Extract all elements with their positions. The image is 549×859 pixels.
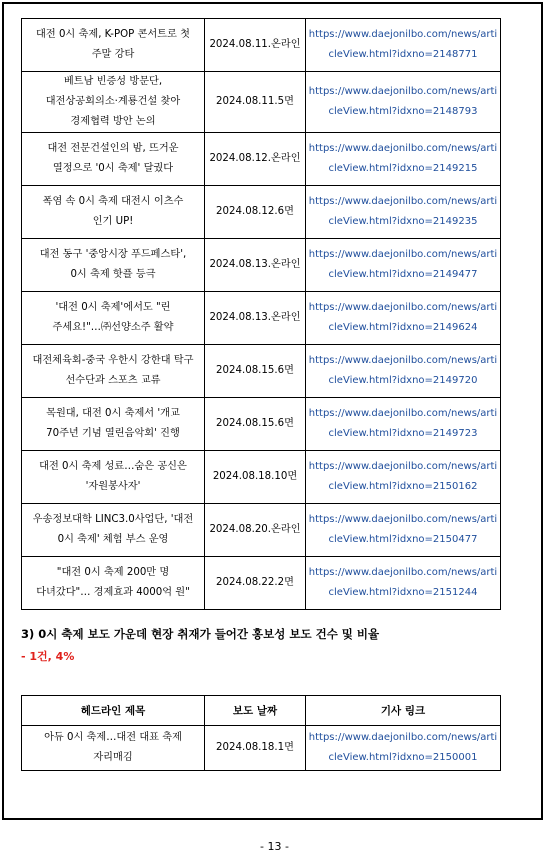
date-cell: 2024.08.22.2면 — [205, 557, 306, 610]
link-line[interactable]: cleView.html?idxno=2150001 — [328, 752, 478, 763]
table-row — [22, 557, 501, 610]
headline-cell — [22, 451, 205, 504]
article-link[interactable] — [306, 726, 501, 771]
headline-line: 열정으로 '0시 축제' 달궜다 — [52, 163, 174, 174]
table-row — [22, 72, 501, 133]
header-date: 보도 날짜 — [205, 696, 306, 726]
headline-line: 우송정보대학 LINC3.0사업단, '대전 — [32, 514, 194, 525]
link-line[interactable]: cleView.html?idxno=2150477 — [328, 534, 478, 545]
headline-line: 인기 UP! — [92, 216, 134, 227]
page-number: - 13 - — [260, 840, 289, 853]
headline-cell — [22, 186, 205, 239]
date-cell: 2024.08.12.6면 — [205, 186, 306, 239]
table-row — [22, 292, 501, 345]
table-row — [22, 504, 501, 557]
link-line[interactable]: cleView.html?idxno=2150162 — [328, 481, 478, 492]
headline-cell — [22, 345, 205, 398]
table-row — [22, 398, 501, 451]
link-line[interactable]: cleView.html?idxno=2149723 — [328, 428, 478, 439]
article-link[interactable] — [306, 504, 501, 557]
headline-line: 대전체육회-중국 우한시 강한대 탁구 — [32, 355, 194, 366]
link-line[interactable]: https://www.daejonilbo.com/news/arti — [308, 732, 498, 743]
date-cell: 2024.08.18.10면 — [205, 451, 306, 504]
headline-cell — [22, 398, 205, 451]
table-row — [22, 726, 501, 771]
headline-cell — [22, 239, 205, 292]
headline-line: "대전 0시 축제 200만 명 — [56, 567, 170, 578]
date-cell: 2024.08.20.온라인 — [205, 504, 306, 557]
link-line[interactable]: https://www.daejonilbo.com/news/arti — [308, 29, 498, 40]
headline-line: 대전 0시 축제 성료…숨은 공신은 — [39, 461, 187, 472]
headline-line: 목원대, 대전 0시 축제서 '개교 — [46, 408, 180, 419]
headline-line: 아듀 0시 축제…대전 대표 축제 — [44, 732, 182, 743]
link-line[interactable]: https://www.daejonilbo.com/news/arti — [308, 249, 498, 260]
article-link[interactable] — [306, 557, 501, 610]
date-cell: 2024.08.13.온라인 — [205, 292, 306, 345]
headline-line: 경제협력 방안 논의 — [70, 116, 156, 127]
headline-cell — [22, 504, 205, 557]
link-line[interactable]: cleView.html?idxno=2148793 — [328, 106, 478, 117]
table-row — [22, 19, 501, 72]
headline-cell — [22, 133, 205, 186]
link-line[interactable]: https://www.daejonilbo.com/news/arti — [308, 408, 498, 419]
link-line[interactable]: cleView.html?idxno=2148771 — [328, 49, 478, 60]
article-link[interactable] — [306, 19, 501, 72]
link-line[interactable]: cleView.html?idxno=2149624 — [328, 322, 478, 333]
onsite-articles-table — [21, 695, 501, 771]
headline-cell — [22, 292, 205, 345]
link-line[interactable]: cleView.html?idxno=2149215 — [328, 163, 478, 174]
date-cell: 2024.08.18.1면 — [205, 726, 306, 771]
table-row — [22, 133, 501, 186]
headline-line: 대전 전문건설인의 밤, 뜨거운 — [47, 143, 179, 154]
article-link[interactable] — [306, 133, 501, 186]
article-link[interactable] — [306, 186, 501, 239]
header-headline: 헤드라인 제목 — [22, 696, 205, 726]
headline-line: 선수단과 스포츠 교류 — [65, 375, 161, 386]
article-link[interactable] — [306, 239, 501, 292]
link-line[interactable]: https://www.daejonilbo.com/news/arti — [308, 196, 498, 207]
article-link[interactable] — [306, 345, 501, 398]
date-cell: 2024.08.11.5면 — [205, 72, 306, 133]
link-line[interactable]: cleView.html?idxno=2151244 — [328, 587, 478, 598]
section-3-title: 3) 0시 축제 보도 가운데 현장 취재가 들어간 홍보성 보도 건수 및 비율 — [21, 627, 380, 641]
table-row — [22, 239, 501, 292]
headline-line: 자리매김 — [93, 752, 133, 763]
date-cell: 2024.08.12.온라인 — [205, 133, 306, 186]
headline-line: '대전 0시 축제'에서도 "린 — [55, 302, 171, 313]
link-line[interactable]: cleView.html?idxno=2149235 — [328, 216, 478, 227]
date-cell: 2024.08.11.온라인 — [205, 19, 306, 72]
article-link[interactable] — [306, 292, 501, 345]
headline-line: 대전 동구 '중앙시장 푸드페스타', — [39, 249, 187, 260]
link-line[interactable]: https://www.daejonilbo.com/news/arti — [308, 461, 498, 472]
headline-line: 다녀갔다"… 경제효과 4000억 원" — [36, 587, 190, 598]
article-link[interactable] — [306, 451, 501, 504]
link-line[interactable]: https://www.daejonilbo.com/news/arti — [308, 302, 498, 313]
article-link[interactable] — [306, 398, 501, 451]
link-line[interactable]: cleView.html?idxno=2149477 — [328, 269, 478, 280]
headline-line: '자원봉사자' — [85, 481, 141, 492]
headline-cell — [22, 726, 205, 771]
link-line[interactable]: https://www.daejonilbo.com/news/arti — [308, 86, 498, 97]
headline-line: 대전상공회의소·계룡건설 찾아 — [45, 96, 181, 107]
table-header-row — [22, 696, 501, 726]
headline-line: 대전 0시 축제, K-POP 콘서트로 첫 — [36, 29, 190, 40]
link-line[interactable]: https://www.daejonilbo.com/news/arti — [308, 355, 498, 366]
link-line[interactable]: https://www.daejonilbo.com/news/arti — [308, 514, 498, 525]
section-3-answer: - 1건, 4% — [21, 650, 75, 663]
table-row — [22, 451, 501, 504]
headline-line: 폭염 속 0시 축제 대전시 이츠수 — [42, 196, 184, 207]
article-link[interactable] — [306, 72, 501, 133]
articles-table — [21, 18, 501, 610]
headline-cell — [22, 557, 205, 610]
headline-cell — [22, 19, 205, 72]
headline-line: 주말 강타 — [91, 49, 135, 60]
headline-line: 베트남 빈증성 방문단, — [63, 76, 163, 87]
date-cell: 2024.08.13.온라인 — [205, 239, 306, 292]
table-row — [22, 345, 501, 398]
table-row — [22, 186, 501, 239]
headline-line: 0시 축제 핫플 등극 — [70, 269, 156, 280]
link-line[interactable]: https://www.daejonilbo.com/news/arti — [308, 143, 498, 154]
date-cell: 2024.08.15.6면 — [205, 398, 306, 451]
headline-line: 0시 축제' 체험 부스 운영 — [57, 534, 169, 545]
headline-cell — [22, 72, 205, 133]
date-cell: 2024.08.15.6면 — [205, 345, 306, 398]
link-line[interactable]: https://www.daejonilbo.com/news/arti — [308, 567, 498, 578]
headline-line: 70주년 기념 열린음악회' 진행 — [46, 428, 180, 439]
link-line[interactable]: cleView.html?idxno=2149720 — [328, 375, 478, 386]
headline-line: 주세요!"…㈜선양소주 활약 — [52, 322, 174, 333]
header-link: 기사 링크 — [306, 696, 501, 726]
